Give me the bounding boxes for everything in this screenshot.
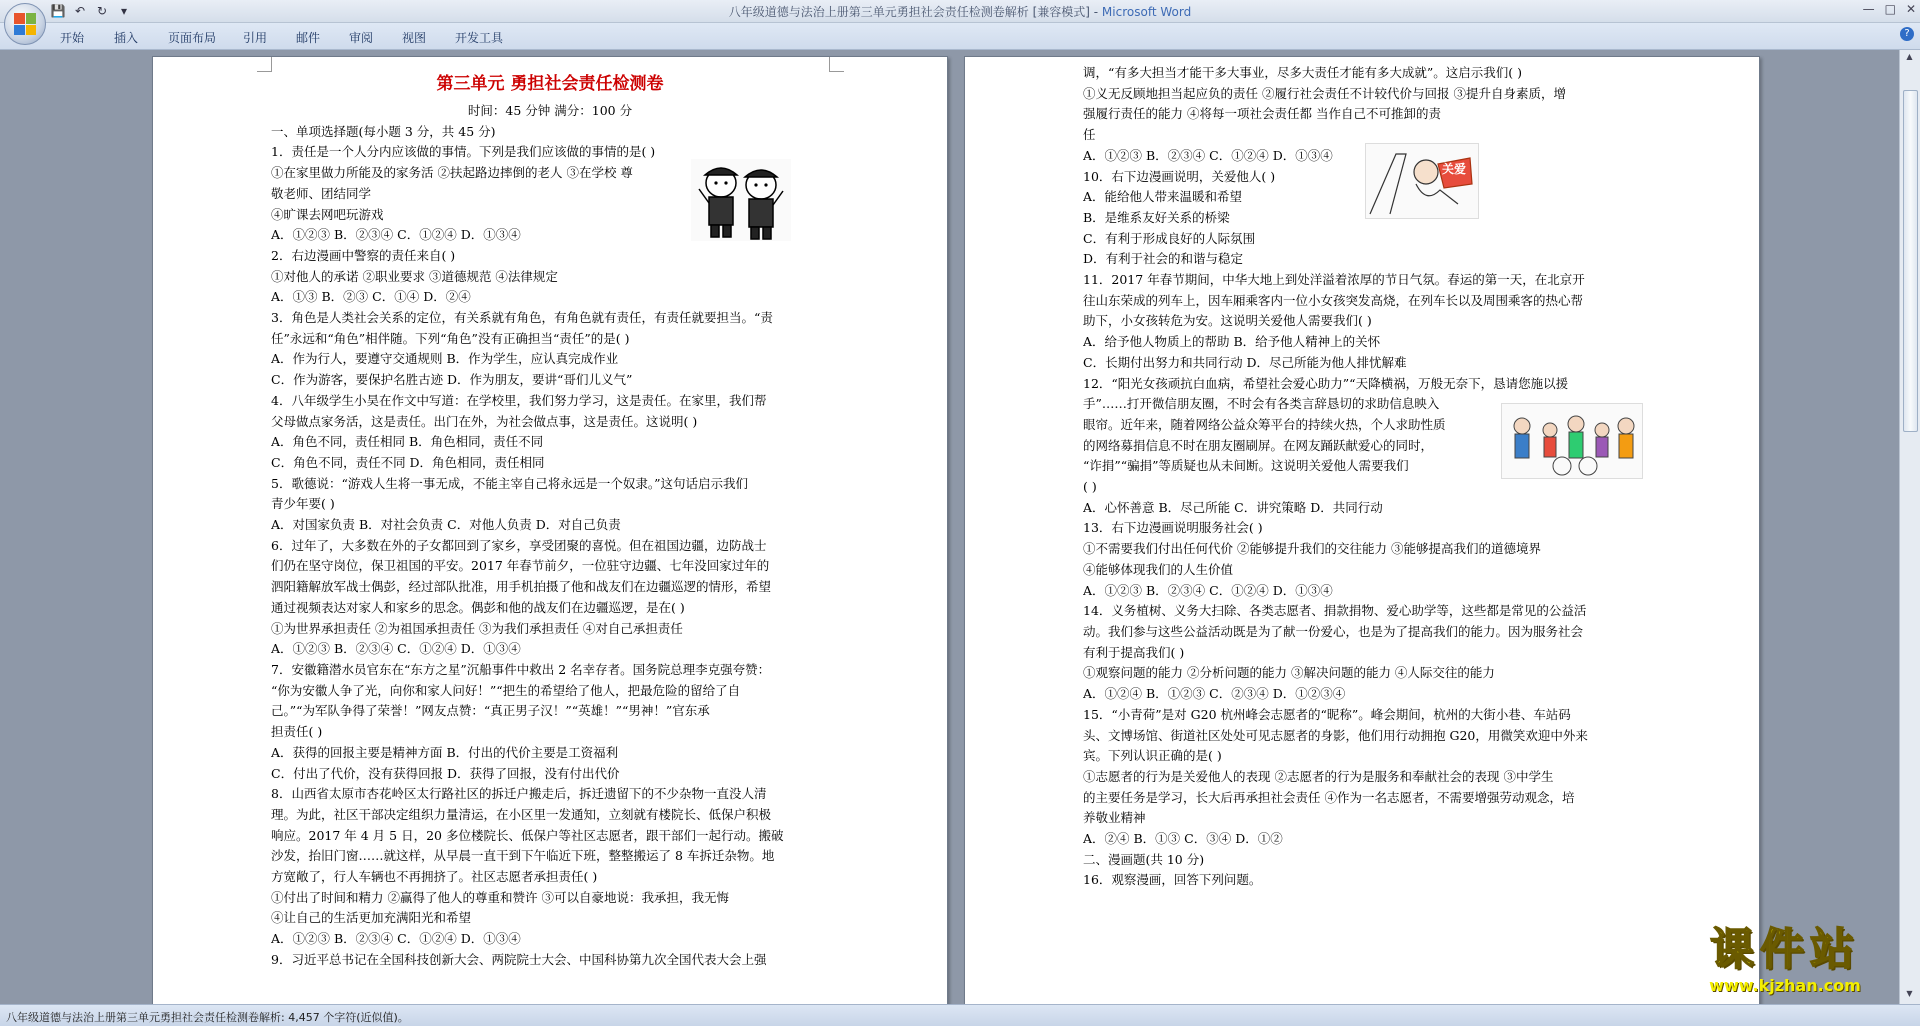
- office-button[interactable]: [4, 3, 46, 45]
- text-line: 16．观察漫画，回答下列问题。: [1083, 872, 1262, 888]
- text-line: A．①②③ B．②③④ C．①②④ D．①③④: [271, 641, 521, 657]
- text-line: 己。”“为军队争得了荣誉！”网友点赞：“真正男子汉！”“英雄！”“男神！”官东承: [271, 703, 710, 719]
- tab-home[interactable]: 开始: [60, 31, 85, 45]
- text-line: 宾。下列认识正确的是( ): [1083, 748, 1222, 764]
- text-line: ①观察问题的能力 ②分析问题的能力 ③解决问题的能力 ④人际交往的能力: [1083, 665, 1495, 681]
- text-line: 9．习近平总书记在全国科技创新大会、两院院士大会、中国科协第九次全国代表大会上强: [271, 951, 767, 967]
- text-line: ④让自己的生活更加充满阳光和希望: [271, 910, 472, 926]
- text-line: 的主要任务是学习，长大后再承担社会责任 ④作为一名志愿者，不需要增强劳动观念，培: [1083, 789, 1575, 805]
- text-line: A．①②③ B．②③④ C．①②④ D．①③④: [271, 227, 521, 243]
- document-page-right[interactable]: [964, 56, 1760, 1004]
- customize-qat-icon[interactable]: ▾: [120, 4, 128, 18]
- text-line: ( ): [1083, 479, 1097, 495]
- text-line: A．①②③ B．②③④ C．①②④ D．①③④: [1083, 147, 1333, 163]
- text-line: ④旷课去网吧玩游戏: [271, 206, 384, 222]
- document-title: 八年级道德与法治上册第三单元勇担社会责任检测卷解析 [兼容模式] -: [728, 5, 1102, 19]
- app-name: Microsoft Word: [1101, 5, 1192, 19]
- status-bar: [0, 1004, 1920, 1026]
- document-workspace: [0, 50, 1900, 1004]
- save-icon[interactable]: 💾: [50, 4, 66, 18]
- text-line: A．角色不同，责任相同 B．角色相同，责任不同: [271, 434, 544, 450]
- text-line: A．①②④ B．①②③ C．②③④ D．①②③④: [1083, 686, 1346, 702]
- page-corner-mark: [829, 57, 844, 72]
- text-line: A．作为行人，要遵守交通规则 B．作为学生，应认真完成作业: [271, 351, 619, 367]
- watermark-url: www.kjzhan.com: [1709, 976, 1861, 995]
- maximize-icon[interactable]: □: [1884, 2, 1896, 16]
- text-line: 泗阳籍解放军战士偶彭，经过部队批准，用手机拍摄了他和战友们在边疆巡逻的情形，希望: [271, 579, 772, 595]
- help-icon[interactable]: ?: [1900, 27, 1914, 41]
- redo-icon[interactable]: ↻: [96, 4, 108, 18]
- text-line: 动。我们参与这些公益活动既是为了献一份爱心，也是为了提高我们的能力。因为服务社会: [1083, 623, 1584, 639]
- text-line: 任”永远和“角色”相伴随。下列“角色”没有正确担当“责任”的是( ): [271, 330, 630, 346]
- site-watermark: [1660, 924, 1910, 1008]
- vertical-scrollbar[interactable]: [1899, 50, 1920, 1004]
- text-line: A．②④ B．①③ C．③④ D．①②: [1083, 831, 1283, 847]
- text-line: 助下，小女孩转危为安。这说明关爱他人需要我们( ): [1083, 313, 1372, 329]
- status-text: 八年级道德与法治上册第三单元勇担社会责任检测卷解析: 4,457 个字符(近似值)。: [6, 1011, 409, 1024]
- text-line: 养敬业精神: [1083, 810, 1146, 826]
- text-line: 1．责任是一个人分内应该做的事情。下列是我们应该做的事情的是( ): [271, 144, 656, 160]
- text-line: 8．山西省太原市杏花岭区太行路社区的拆迁户搬走后，拆迁遗留下的不少杂物一直没人清: [271, 786, 767, 802]
- text-line: ①义无反顾地担当起应负的责任 ②履行社会责任不计较代价与回报 ③提升自身素质，增: [1083, 85, 1566, 101]
- text-line: 任: [1083, 127, 1096, 143]
- page-corner-mark: [257, 57, 272, 72]
- text-line: 担责任( ): [271, 724, 323, 740]
- text-line: A．①③ B．②③ C．①④ D．②④: [271, 289, 471, 305]
- text-line: ①志愿者的行为是关爱他人的表现 ②志愿者的行为是服务和奉献社会的表现 ③中学生: [1083, 768, 1554, 784]
- text-line: 敬老师、团结同学: [271, 185, 372, 201]
- text-line: 7．安徽籍潜水员官东在“东方之星”沉船事件中救出 2 名幸存者。国务院总理李克强夸赞：: [271, 661, 771, 677]
- window-controls: [1863, 2, 1916, 16]
- undo-icon[interactable]: ↶: [74, 4, 86, 18]
- text-line: 14．义务植树、义务大扫除、各类志愿者、捐款捐物、爱心助学等，这些都是常见的公益活: [1083, 603, 1587, 619]
- care-cartoon-image: [1365, 143, 1479, 219]
- text-line: 15．“小青荷”是对 G20 杭州峰会志愿者的“昵称”。峰会期间，杭州的大街小巷、车站码: [1083, 706, 1571, 722]
- text-line: 13．右下边漫画说明服务社会( ): [1083, 520, 1263, 536]
- text-line: 响应。2017 年 4 月 5 日，20 多位楼院长、低保户等社区志愿者，跟干部们一起行动。搬破: [271, 827, 784, 843]
- text-line: 手”……打开微信朋友圈，不时会有各类言辞恳切的求助信息映入: [1083, 396, 1440, 412]
- text-line: “你为安徽人争了光，向你和家人问好！”“把生的希望给了他人，把最危险的留给了自: [271, 682, 741, 698]
- text-line: 10．右下边漫画说明，关爱他人( ): [1083, 168, 1276, 184]
- text-line: 11．2017 年春节期间，中华大地上到处洋溢着浓厚的节日气氛。春运的第一天，在北京开: [1083, 272, 1585, 288]
- text-line: ①在家里做力所能及的家务活 ②扶起路边摔倒的老人 ③在学校 尊: [271, 165, 633, 181]
- ribbon-tabs: [0, 23, 1920, 50]
- text-line: 方宽敞了，行人车辆也不再拥挤了。社区志愿者承担责任( ): [271, 869, 598, 885]
- text-line: 通过视频表达对家人和家乡的思念。偶彭和他的战友们在边疆巡逻，是在( ): [271, 599, 685, 615]
- close-icon[interactable]: ✕: [1905, 2, 1916, 16]
- tab-developer[interactable]: 开发工具: [455, 31, 504, 45]
- tab-references[interactable]: 引用: [243, 31, 268, 45]
- text-line: ④能够体现我们的人生价值: [1083, 561, 1234, 577]
- document-page-left[interactable]: [152, 56, 948, 1004]
- text-line: 有利于提高我们( ): [1083, 644, 1185, 660]
- tab-insert[interactable]: 插入: [114, 31, 139, 45]
- text-line: B．是维系友好关系的桥梁: [1083, 209, 1230, 225]
- scrollbar-thumb[interactable]: [1903, 90, 1918, 432]
- tab-review[interactable]: 审阅: [349, 31, 374, 45]
- tab-mailings[interactable]: 邮件: [296, 31, 321, 45]
- text-line: 调，“有多大担当才能干多大事业，尽多大责任才能有多大成就”。这启示我们( ): [1083, 65, 1523, 80]
- minimize-icon[interactable]: —: [1862, 2, 1875, 16]
- text-line: 青少年要( ): [271, 496, 335, 512]
- text-line: 父母做点家务活，这是责任。出门在外，为社会做点事，这是责任。这说明( ): [271, 413, 698, 429]
- text-line: 强履行责任的能力 ④将每一项社会责任都 当作自己不可推卸的责: [1083, 106, 1441, 122]
- watermark-logo-text: 课件站: [1710, 924, 1860, 975]
- text-line: 一、单项选择题(每小题 3 分，共 45 分): [271, 123, 496, 139]
- scroll-up-icon[interactable]: ▲: [1906, 52, 1913, 61]
- text-line: ①对他人的承诺 ②职业要求 ③道德规范 ④法律规定: [271, 268, 558, 284]
- window-title: [0, 3, 1920, 20]
- text-line: A．对国家负责 B．对社会负责 C．对他人负责 D．对自己负责: [271, 517, 621, 533]
- text-line: 的网络募捐信息不时在朋友圈刷屏。在网友踊跃献爱心的同时，: [1083, 437, 1434, 453]
- tab-page-layout[interactable]: 页面布局: [168, 31, 217, 45]
- text-line: 理。为此，社区干部决定组织力量清运，在小区里一发通知，立刻就有楼院长、低保户积极: [271, 806, 772, 822]
- tab-view[interactable]: 视图: [402, 31, 427, 45]
- volunteer-cartoon-image: [1501, 403, 1643, 479]
- text-line: ①付出了时间和精力 ②赢得了他人的尊重和赞许 ③可以自豪地说：我承担，我无悔: [271, 889, 729, 905]
- text-line: A．获得的回报主要是精神方面 B．付出的代价主要是工资福利: [271, 744, 619, 760]
- text-line: 12．“阳光女孩顽抗白血病，希望社会爱心助力”“天降横祸，万般无奈下，恳请您施以援: [1083, 375, 1569, 391]
- text-line: A．心怀善意 B．尽己所能 C．讲究策略 D．共同行动: [1083, 499, 1383, 515]
- text-line: 沙发，抬旧门窗……就这样，从早晨一直干到下午临近下班，整整搬运了 8 车拆迁杂物。地: [271, 848, 775, 864]
- text-line: 4．八年级学生小昊在作文中写道：在学校里，我们努力学习，这是责任。在家里，我们帮: [271, 392, 767, 408]
- title-bar: [0, 0, 1920, 23]
- exam-subtitle: 时间：45 分钟 满分：100 分: [467, 103, 633, 118]
- text-line: D．有利于社会的和谐与稳定: [1083, 251, 1244, 267]
- text-line: C．长期付出努力和共同行动 D．尽己所能为他人排忧解难: [1083, 354, 1407, 370]
- text-line: 3．角色是人类社会关系的定位，有关系就有角色，有角色就有责任，有责任就要担当。“责: [271, 310, 773, 326]
- text-line: A．给予他人物质上的帮助 B．给予他人精神上的关怀: [1083, 334, 1381, 350]
- exam-title: 第三单元 勇担社会责任检测卷: [436, 74, 664, 94]
- text-line: 6．过年了，大多数在外的子女都回到了家乡，享受团聚的喜悦。但在祖国边疆，边防战士: [271, 537, 767, 553]
- text-line: ①为世界承担责任 ②为祖国承担责任 ③为我们承担责任 ④对自己承担责任: [271, 620, 683, 636]
- text-line: 二、漫画题(共 10 分): [1083, 851, 1205, 867]
- care-label: 关爱: [1442, 162, 1467, 176]
- office-logo-icon: [14, 13, 36, 35]
- text-line: C．角色不同，责任不同 D．角色相同，责任相同: [271, 454, 545, 470]
- text-line: “诈捐”“骗捐”等质疑也从未间断。这说明关爱他人需要我们: [1083, 458, 1409, 474]
- text-line: C．有利于形成良好的人际氛围: [1083, 230, 1256, 246]
- text-line: ①不需要我们付出任何代价 ②能够提升我们的交往能力 ③能够提高我们的道德境界: [1083, 541, 1541, 557]
- text-line: 们仍在坚守岗位，保卫祖国的平安。2017 年春节前夕，一位驻守边疆、七年没回家过年的: [271, 558, 770, 574]
- text-line: C．付出了代价，没有获得回报 D．获得了回报，没有付出代价: [271, 765, 620, 781]
- text-line: A．能给他人带来温暖和希望: [1083, 189, 1243, 205]
- text-line: 5．歌德说：“游戏人生将一事无成，不能主宰自己将永远是一个奴隶。”这句话启示我们: [271, 475, 748, 491]
- scroll-down-icon[interactable]: ▼: [1906, 989, 1913, 998]
- text-line: 头、文博场馆、街道社区处处可见志愿者的身影，他们用行动拥抱 G20，用微笑欢迎中外来: [1083, 727, 1588, 743]
- text-line: 2．右边漫画中警察的责任来自( ): [271, 247, 456, 263]
- text-line: C．作为游客，要保护名胜古迹 D．作为朋友，要讲“哥们儿义气”: [271, 372, 633, 388]
- police-cartoon-image: [691, 159, 791, 241]
- text-line: 往山东荣成的列车上，因车厢乘客内一位小女孩突发高烧，在列车长以及周围乘客的热心帮: [1083, 292, 1584, 308]
- text-line: 眼帘。近年来，随着网络公益众筹平台的持续火热，个人求助性质: [1083, 416, 1446, 432]
- text-line: A．①②③ B．②③④ C．①②④ D．①③④: [1083, 582, 1333, 598]
- text-line: A．①②③ B．②③④ C．①②④ D．①③④: [271, 931, 521, 947]
